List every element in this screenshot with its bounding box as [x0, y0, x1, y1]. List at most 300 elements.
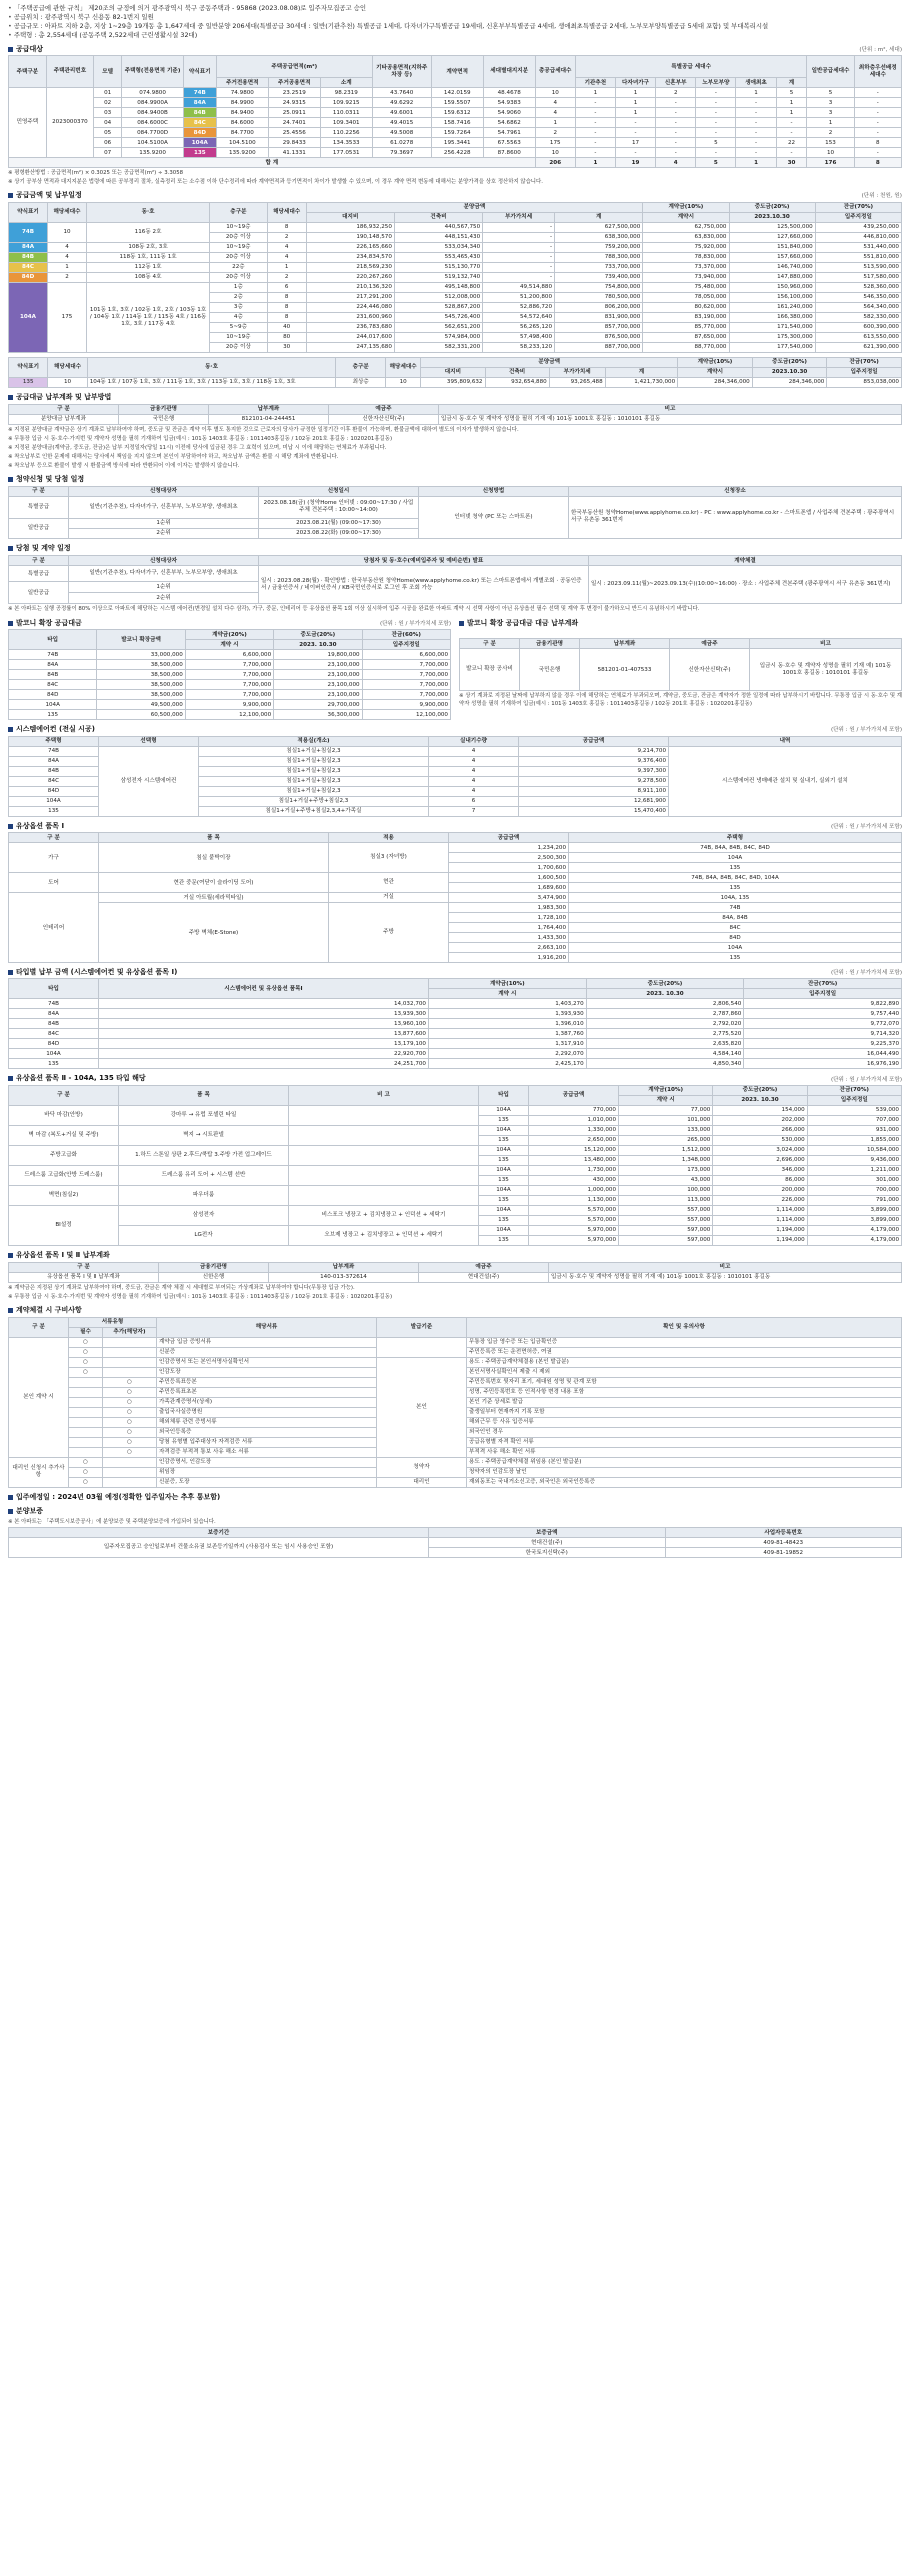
table-cell: 780,500,000: [555, 292, 643, 302]
table-cell: -: [575, 98, 615, 108]
table-cell: 551,810,000: [815, 252, 901, 262]
table-cell: 거실: [329, 893, 449, 903]
table-cell: 주민등록증 또는 운전면허증, 여권: [467, 1347, 902, 1357]
table-cell: 9,900,000: [362, 700, 450, 710]
table-cell: 84D: [9, 786, 99, 796]
table-cell: -: [696, 148, 736, 158]
table-cell: 177,540,000: [729, 342, 815, 352]
table-cell: 36,300,000: [274, 710, 362, 720]
table-cell: 75,920,000: [643, 242, 729, 252]
table-cell: 계약금 입금 증빙서류: [157, 1337, 377, 1347]
table-cell: 9,900,000: [185, 700, 273, 710]
table-cell: 159.5507: [431, 98, 483, 108]
table-cell: -: [656, 138, 696, 148]
table-cell: 528,360,000: [815, 282, 901, 292]
table-cell: 301,000: [807, 1175, 901, 1185]
table-cell: 인테리어: [9, 893, 99, 963]
table-cell: 가구: [9, 843, 99, 873]
table-cell: 84B: [9, 766, 99, 776]
table-cell: 05: [94, 128, 122, 138]
table-cell: 1,010,000: [529, 1115, 619, 1125]
table-cell: 10~19층: [210, 332, 267, 342]
table-cell: 10~19층: [210, 242, 267, 252]
table-row: 2순위 2023.08.22(화) (09:00~17:30): [9, 528, 902, 538]
aircon-option: 삼성전자 시스템에어컨: [99, 746, 199, 816]
table-cell: 528,867,200: [394, 302, 482, 312]
table-cell: [289, 1185, 479, 1205]
table-cell: 74.9800: [216, 88, 268, 98]
table-cell: 2,806,540: [586, 999, 744, 1009]
table-cell: 2,775,520: [586, 1029, 744, 1039]
type-badge: 84A: [183, 98, 216, 108]
table-cell: 02: [94, 98, 122, 108]
table-cell: 200,000: [713, 1185, 807, 1195]
table-cell: 54.6862: [483, 118, 535, 128]
table-cell: 545,726,400: [394, 312, 482, 322]
table-row: [9, 903, 902, 913]
table-cell: 84C: [569, 923, 902, 933]
table-cell: 25.4556: [268, 128, 320, 138]
table-cell: 1,396,010: [429, 1019, 587, 1029]
table-cell: 84.6000: [216, 118, 268, 128]
table-cell: 주민등록표등본: [157, 1377, 377, 1387]
table-cell: 5: [807, 88, 854, 98]
unit-label: (단위 : 원 / 부가가치세 포함): [830, 823, 902, 830]
table-cell: 217,291,200: [306, 292, 394, 302]
table-row: [9, 1205, 902, 1215]
table-cell: 9,278,500: [519, 776, 669, 786]
table-cell: 857,700,000: [555, 322, 643, 332]
table-cell: 57,498,400: [483, 332, 555, 342]
table-cell: 231,600,960: [306, 312, 394, 322]
table-cell: 2,425,170: [429, 1059, 587, 1069]
table-cell: 186,932,250: [306, 222, 394, 232]
table-cell: 인감증명서, 인감도장: [157, 1457, 377, 1467]
table-cell: 대리인: [377, 1477, 467, 1487]
table-cell: 574,984,000: [394, 332, 482, 342]
table-cell: 513,590,000: [815, 262, 901, 272]
table-cell: 1: [575, 88, 615, 98]
table-cell: 135: [479, 1235, 529, 1245]
unit-label: (단위 : m², 세대): [859, 47, 902, 54]
section-option-account: 유상옵션 품목 Ⅰ 및 Ⅱ 납부계좌: [8, 1251, 902, 1260]
table-cell: 33,000,000: [97, 650, 185, 660]
table-cell: 17: [615, 138, 655, 148]
table-cell: -: [483, 262, 555, 272]
table-row: 일반공급 1순위 2023.08.21(월) (09:00~17:30): [9, 518, 902, 528]
table-cell: 1,764,400: [449, 923, 569, 933]
section-bullet-icon: [8, 1509, 13, 1514]
table-cell: 1,234,200: [449, 843, 569, 853]
table-cell: 7,700,000: [362, 690, 450, 700]
table-cell: 109.9215: [320, 98, 372, 108]
section-bullet-icon: [8, 395, 13, 400]
table-cell: 1: [575, 158, 615, 168]
table-row: [9, 262, 902, 272]
table-cell: 557,000: [619, 1205, 713, 1215]
table-cell: 2,650,000: [529, 1135, 619, 1145]
section-balcony: 발코니 확장 공급대금: [8, 619, 451, 628]
table-cell: 74B: [569, 903, 902, 913]
table-cell: 557,000: [619, 1215, 713, 1225]
section-bullet-icon: [8, 1495, 13, 1500]
table-cell: -: [483, 232, 555, 242]
table-cell: -: [736, 138, 776, 148]
table-cell: 110.2256: [320, 128, 372, 138]
table-cell: -: [656, 108, 696, 118]
table-cell: 1,393,930: [429, 1009, 587, 1019]
table-cell: [289, 1145, 479, 1165]
table-cell: 519,132,740: [394, 272, 482, 282]
table-cell: 38,500,000: [97, 660, 185, 670]
table-cell: [69, 1417, 103, 1427]
table-cell: 재외동포는 국내거소신고증, 외국인은 외국인등록증: [467, 1477, 902, 1487]
section-bullet-icon: [8, 477, 13, 482]
table-cell: 9,757,440: [744, 1009, 902, 1019]
table-cell: [103, 1347, 157, 1357]
table-cell: 831,900,000: [555, 312, 643, 322]
table-cell: 인감도장: [157, 1367, 377, 1377]
table-cell: 4: [535, 98, 575, 108]
guarantee-note: ※ 본 아파트는 「주택도시보증공사」에 분양보증 및 주택분양보증에 가입되어 있습니다.: [8, 1518, 902, 1526]
table-cell: 현관: [329, 873, 449, 893]
table-cell: 1: [615, 88, 655, 98]
table-cell: 23.2519: [268, 88, 320, 98]
table-cell: 788,300,000: [555, 252, 643, 262]
table-cell: [69, 1407, 103, 1417]
table-cell: 16,976,190: [744, 1059, 902, 1069]
table-row: [9, 660, 451, 670]
table-cell: 125,500,000: [729, 222, 815, 232]
table-cell: 20층 이상: [210, 272, 267, 282]
table-cell: 108동 2호, 3호: [87, 242, 210, 252]
table-cell: 1: [267, 262, 306, 272]
table-cell: 22,920,700: [99, 1049, 429, 1059]
price-table: 약식표기 해당세대수 동·호 층구분 해당세대수 분양금액 계약금(10%) 중도금(20%) 잔금(70%) 대지비 건축비 부가가치세 계 계약시 2023.10.30 입주지정일 74B 10 116동 2호 10~19층 8 186,932,250 440,567,750 - 627,500,000 62,750,000 125,500,000 439,250,000 20층 이상 2 190,148,570 448,151,430 - 638,300,000 63,830,000 127,660,000 446,810,000 84A 4 108동 2호, 3호 10~19층 4 226,165,660 533,034,340 - 759,200,000 75,920,000 151,840,000 531,440,000 84B 4 118동 1호, 111동 1호 20층 이상 4 234,834,570 553,465,430 - 788,300,000 78,830,000 157,660,000 551,810,000 84C 1 112동 1호 22층 1 218,569,230 515,130,770 - 733,700,000 73,370,000 146,740,000 513,590,000 84D 2 108동 4호 20층 이상 2 220,267,260 519,132,740 - 739,400,000 73,940,000 147,880,000 517,580,000 104A 175 101동 1호, 3호 / 102동 1호, 2호 / 103동 1호 / 104동 1호 / 114동 1호 / 115동 4호 / 116동 1호, 3호 / 117동 4호 1층 6 210,136,320 495,148,800 49,514,880 754,800,000 75,480,000 150,960,000 528,360,000 2층 8 217,291,200 512,008,000 51,200,800 780,500,000 78,050,000 156,100,000 546,350,000 3층 8 224,446,080 528,867,200 52,886,720 806,200,000 80,620,000 161,240,000 564,340,000 4층 8 231,600,960 545,726,400 54,572,640 831,900,000 83,190,000 166,380,000 582,330,000 5~9층 40 236,783,680 562,651,200 56,265,120 857,700,000 85,770,000 171,540,000 600,390,000 10~19층 80 244,017,600 574,984,000 57,498,400 876,500,000 87,650,000 175,300,000 613,550,000 20층 이상 30 247,135,680 582,331,200 58,233,120 887,700,000 88,770,000 177,540,000 621,390,000: [8, 202, 902, 353]
table-cell: 5,970,000: [529, 1225, 619, 1235]
table-cell: -: [854, 88, 901, 98]
section-guarantee: 분양보증: [8, 1507, 902, 1516]
table-cell: 084.9400B: [122, 108, 183, 118]
table-cell: 5,570,000: [529, 1215, 619, 1225]
table-cell: 7,700,000: [362, 680, 450, 690]
table-cell: 1,983,300: [449, 903, 569, 913]
table-cell: 9,772,070: [744, 1019, 902, 1029]
table-cell: 40: [267, 322, 306, 332]
winner-note: ※ 본 아파트는 실행 공정률이 80% 이상으로 아파트에 해당하는 시스템 에어컨(변경일 설치 다수 삼각), 가구, 중문, 인테리어 등 유상옵션 품목 1회 이상 실시하여 입주 시공을 완료한 아파트 계약 시 선택 사항이 아닌 유상옵션 필수 선택 및 계약 후 변경이 불가하오니 반드시 유념하시기 바랍니다.: [8, 605, 902, 613]
table-cell: 87.8600: [483, 148, 535, 158]
table-cell: -: [483, 222, 555, 232]
table-cell: 564,340,000: [815, 302, 901, 312]
table-cell: 546,350,000: [815, 292, 901, 302]
table-row: [9, 282, 902, 292]
table-cell: 84C: [9, 1029, 99, 1039]
table-row: 발코니 확장 공사비 국민은행 581201-01-407533 신한자산신탁(주) 입금시 동·호수 및 계약자 성명을 필히 기재 예) 101동 1001호 홍길동 : 1010101 홍길동: [460, 649, 902, 691]
table-cell: 주방: [329, 903, 449, 963]
table-cell: 49.5008: [372, 128, 431, 138]
table-cell: 226,165,660: [306, 242, 394, 252]
table-cell: 154,000: [713, 1105, 807, 1115]
table-cell: 3,024,000: [713, 1145, 807, 1155]
table-cell: 109.3401: [320, 118, 372, 128]
table-cell: ○: [103, 1397, 157, 1407]
table-cell: 87,650,000: [643, 332, 729, 342]
table-cell: 135: [9, 806, 99, 816]
table-cell: 해외체류 관련 증빙서류: [157, 1417, 377, 1427]
table-cell: 38,500,000: [97, 670, 185, 680]
house-type: 민영주택: [9, 88, 47, 158]
table-cell: 29.8433: [268, 138, 320, 148]
table-row: 분양대금 납부계좌 국민은행 812101-04-244451 신한자산신탁(주) 입금시 동·호수 및 계약자 성명을 필히 기재 예) 101동 1001호 홍길동 : 1010101 홍길동: [9, 414, 902, 424]
table-cell: -: [854, 118, 901, 128]
table-row: [9, 1039, 902, 1049]
type-badge: 84A: [9, 242, 48, 252]
table-cell: 791,000: [807, 1195, 901, 1205]
table-cell: 1,728,100: [449, 913, 569, 923]
table-cell: 위임장: [157, 1467, 377, 1477]
option-account-note: ※ 무통장 입금 시 동·호수·가지번 및 계약자 성명을 필히 기재하여 입금(예시 : 101동 1403호 홍길동 : 1011403홍길동 / 102동 201호 홍길동 : 1020201홍길동): [8, 1293, 902, 1301]
table-row: 특별공급 일반(기관추천), 다자녀가구, 신혼부부, 노부모부양, 생애최초 2023.08.18(금) (청약Home 인터넷 : 09:00~17:30 / 사업주체 견본주택 : 10:00~14:00) 인터넷 청약 (PC 또는 스마트폰) 한국부동산원 청약Home(www.applyhome.co.kr) - PC : www.applyhome.co.kr - 스마트폰앱 / 사업주체 견본주택 : 광주광역시 서구 유촌동 361번지: [9, 496, 902, 518]
balcony-table: 타입 발코니 확장금액 계약금(20%) 중도금(20%) 잔금(60%) 계약 시 2023. 10.30 입주지정일 74B 33,000,000 6,600,000 19,800,000 6,600,000 84A 38,500,000 7,700,000 23,100,000 7,700,000 84B 38,500,000 7,700,000 23,100,000 7,700,000 84C 38,500,000 7,700,000 23,100,000 7,700,000 84D 38,500,000 7,700,000 23,100,000 7,700,000 104A 49,500,000 9,900,000 29,700,000 9,900,000 135 60,500,000 12,100,000 36,300,000 12,100,000: [8, 629, 451, 720]
table-cell: 539,000: [807, 1105, 901, 1115]
table-cell: 135: [479, 1155, 529, 1165]
table-cell: 135.9200: [216, 148, 268, 158]
table-cell: 153: [807, 138, 854, 148]
table-cell: 7,700,000: [185, 690, 273, 700]
table-cell: 220,267,260: [306, 272, 394, 282]
table-cell: 104A: [569, 853, 902, 863]
table-cell: 108동 4호: [87, 272, 210, 282]
table-cell: ○: [69, 1357, 103, 1367]
table-cell: 446,810,000: [815, 232, 901, 242]
table-cell: -: [854, 108, 901, 118]
table-cell: 23,100,000: [274, 680, 362, 690]
balcony-account-note: ※ 상기 계좌로 지정된 날짜에 납부하지 않을 경우 이에 해당하는 연체료가 부과되오며, 계약금, 중도금, 잔금은 계약자가 정한 일정에 따라 납부하시기 바랍니다. 무통장 입금 시 동·호수 및 계약자 성명을 필히 기재하여 입금(예시 : 101동 1403호 홍길동 : 1011403홍길동 / 102동 201호 홍길동 : 1020201홍길동): [459, 692, 902, 708]
table-cell: 침실3 (자녀방): [329, 843, 449, 873]
table-cell: 84.9400: [216, 108, 268, 118]
table-cell: 강마루 → 유럽 포셀린 타일: [119, 1105, 289, 1125]
table-cell: 5: [696, 138, 736, 148]
table-cell: 100,000: [619, 1185, 713, 1195]
table-cell: [69, 1437, 103, 1447]
table-cell: 외국인인 경우: [467, 1427, 902, 1437]
table-cell: 2,787,860: [586, 1009, 744, 1019]
price-135-table: 약식표기 해당세대수 동·호 층구분 해당세대수 분양금액 계약금(10%) 중도금(20%) 잔금(70%) 대지비 건축비 부가가치세 계 계약시 2023.10.30 입주지정일 135 10 104동 1호 / 107동 1호, 3호 / 111동 1호, 3호 / 113동 1호, 3호 / 118동 1호, 3호 최상층 10 395,809,632 932,654,880 93,265,488 1,421,730,000 284,346,000 284,346,000 853,038,000: [8, 357, 902, 388]
section-balcony-account: 발코니 확장 공급대금 대금 납부계좌: [459, 619, 902, 628]
table-cell: 침실1+거실+침실2,3: [199, 746, 429, 756]
table-cell: 116동 2호: [87, 222, 210, 242]
table-cell: 177.0531: [320, 148, 372, 158]
table-row: [9, 1185, 902, 1195]
table-cell: ○: [69, 1457, 103, 1467]
table-row: [9, 710, 451, 720]
section-docs: 계약체결 시 구비사항: [8, 1306, 902, 1315]
table-cell: 03: [94, 108, 122, 118]
table-row: [9, 108, 902, 118]
table-cell: 754,800,000: [555, 282, 643, 292]
table-cell: 1: [48, 262, 87, 272]
table-cell: ○: [69, 1367, 103, 1377]
section-bullet-icon: [8, 1308, 13, 1313]
table-row: [9, 700, 451, 710]
table-cell: 1,194,000: [713, 1225, 807, 1235]
table-cell: 613,550,000: [815, 332, 901, 342]
table-cell: 582,330,000: [815, 312, 901, 322]
table-cell: -: [575, 128, 615, 138]
table-cell: 226,000: [713, 1195, 807, 1205]
table-cell: 51,200,800: [483, 292, 555, 302]
table-cell: 부적격 사유 해소 확인 서류: [467, 1447, 902, 1457]
table-cell: 20층 이상: [210, 342, 267, 352]
table-cell: 비스포크 냉장고 + 김치냉장고 + 인덕션 + 세탁기: [289, 1205, 479, 1225]
table-cell: -: [656, 118, 696, 128]
table-cell: 14,032,700: [99, 999, 429, 1009]
type-badge: 84C: [183, 118, 216, 128]
table-cell: [69, 1427, 103, 1437]
table-cell: 4: [429, 776, 519, 786]
table-row: [9, 252, 902, 262]
table-cell: 84.7700: [216, 128, 268, 138]
table-cell: -: [483, 242, 555, 252]
table-cell: 77,000: [619, 1105, 713, 1115]
note-3: • 공급규모 : 아파트 지하 2층, 지상 1~29층 19개동 총 1,647세대 중 일반분양 206세대(특별공급 30세대 : 일반(기관추천) 특별공급 1세대, 다자녀가구특별공급 19세대, 신혼부부특별공급 4세대, 생애최초특별공급 2세대, 노부모부양특별공급 5세대 포함) 및 부대복리시설: [8, 22, 902, 31]
table-cell: -: [656, 98, 696, 108]
table-cell: 80,620,000: [643, 302, 729, 312]
table-cell: 7,700,000: [362, 660, 450, 670]
table-row: [9, 893, 902, 903]
table-cell: 본인: [377, 1357, 467, 1457]
table-cell: 2,696,000: [713, 1155, 807, 1165]
table-cell: -: [483, 252, 555, 262]
table-cell: -: [575, 148, 615, 158]
table-cell: 600,390,000: [815, 322, 901, 332]
table-cell: 4,179,000: [807, 1235, 901, 1245]
table-cell: ○: [69, 1337, 103, 1347]
table-cell: 벽지 → 시트판넬: [119, 1125, 289, 1145]
table-row: [9, 1165, 902, 1175]
table-cell: 597,000: [619, 1225, 713, 1235]
section-bullet-icon: [8, 621, 13, 626]
table-cell: 7,700,000: [185, 670, 273, 680]
table-cell: 4: [656, 158, 696, 168]
account-note: ※ 지정된 분양대금 계약금은 상기 계좌로 납부하여야 하며, 중도금 및 잔금은 계약 이후 별도 통지한 것으로 근로자의 당사가 규정한 일정기간 이후 환불이 가능하며, 환불금액에 대하여 별도의 이자가 발생하지 않습니다.: [8, 426, 902, 434]
table-cell: 206: [535, 158, 575, 168]
table-cell: 104A, 135: [569, 893, 902, 903]
table-cell: 드레스룸 유리 도어 + 시스템 선반: [119, 1165, 289, 1185]
table-cell: 2,792,020: [586, 1019, 744, 1029]
table-cell: 1: [807, 118, 854, 128]
table-cell: 84A: [9, 756, 99, 766]
table-cell: -: [776, 118, 807, 128]
table-cell: -: [736, 148, 776, 158]
table-cell: 19: [615, 158, 655, 168]
table-cell: -: [736, 98, 776, 108]
table-cell: 1,855,000: [807, 1135, 901, 1145]
table-cell: ○: [69, 1477, 103, 1487]
table-cell: 6: [429, 796, 519, 806]
table-cell: 84B: [9, 1019, 99, 1029]
table-cell: -: [656, 128, 696, 138]
table-cell: 73,370,000: [643, 262, 729, 272]
table-cell: 135: [9, 710, 97, 720]
table-cell: 10: [535, 88, 575, 98]
table-cell: 13,877,600: [99, 1029, 429, 1039]
table-row: [9, 1145, 902, 1155]
account-table: 구 분 금융기관명 납부계좌 예금주 비고 분양대금 납부계좌 국민은행 812101-04-244451 신한자산신탁(주) 입금시 동·호수 및 계약자 성명을 필히 기재 예) 101동 1001호 홍길동 : 1010101 홍길동: [8, 404, 902, 425]
table-cell: 60,500,000: [97, 710, 185, 720]
table-cell: 8,911,100: [519, 786, 669, 796]
section-schedule: 청약신청 및 당첨 일정: [8, 475, 902, 484]
table-cell: -: [736, 108, 776, 118]
table-cell: -: [615, 118, 655, 128]
table-cell: -: [615, 128, 655, 138]
table-cell: 9,436,000: [807, 1155, 901, 1165]
table-cell: 49.4015: [372, 118, 431, 128]
table-cell: 1,211,000: [807, 1165, 901, 1175]
table-cell: 530,000: [713, 1135, 807, 1145]
table-cell: 4: [429, 766, 519, 776]
table-cell: [289, 1125, 479, 1145]
table-cell: 4: [267, 252, 306, 262]
table-cell: ○: [103, 1407, 157, 1417]
table-row: [9, 690, 451, 700]
table-cell: 104A: [9, 796, 99, 806]
balcony-account-table: 구 분 금융기관명 납부계좌 예금주 비고 발코니 확장 공사비 국민은행 581201-01-407533 신한자산신탁(주) 입금시 동·호수 및 계약자 성명을 필히 기재 예) 101동 1001호 홍길동 : 1010101 홍길동: [459, 638, 902, 691]
table-row: [9, 1357, 902, 1367]
option2-table: 구 분 품 목 비 고 타입 공급금액 계약금(10%) 중도금(20%) 잔금(70%) 계약 시 2023. 10.30 입주지정일 바닥 마감(안방) 강마루 → 유럽 포셀린 타일 104A 770,000 77,000 154,000 539,000 135 1,010,000 101,000 202,000 707,000 벽 마감 (복도+거실 및 주방) 벽지 → 시트판넬 104A 1,330,000 133,000 266,000 931,000 135 2,650,000 265,000 530,000 1,855,000 주방고급화 1.하드 스톤일 상판 2.후드/쿡탑 3.주방 가전 업그레이드 104A 15,120,000 1,512,000 3,024,000 10,584,000 135 13,480,000 1,348,000 2,696,000 9,436,000 드레스룸 고급화(안방 드레스룸) 드레스룸 유리 도어 + 시스템 선반 104A 1,730,000 173,000 346,000 1,211,000 135 430,000 43,000 86,000 301,000 벽면(침실2) 파우더룸 104A 1,000,000 100,000 200,000 700,000 135 1,130,000 113,000 226,000 791,000 BI설정 삼성전자 비스포크 냉장고 + 김치냉장고 + 인덕션 + 세탁기 104A 5,570,000 557,000 1,114,000 3,899,000 135 5,570,000 557,000 1,114,000 3,899,000 LG전자 오브제 냉장고 + 김치냉장고 + 인덕션 + 세탁기 104A 5,970,000 597,000 1,194,000 4,179,000 135 5,970,000 597,000 1,194,000 4,179,000: [8, 1085, 902, 1246]
table-cell: 주민등록표초본: [157, 1387, 377, 1397]
table-cell: 931,000: [807, 1125, 901, 1135]
table-cell: 49,500,000: [97, 700, 185, 710]
table-cell: 1,600,500: [449, 873, 569, 883]
table-cell: 151,840,000: [729, 242, 815, 252]
table-cell: 3,899,000: [807, 1215, 901, 1225]
table-cell: 43.7640: [372, 88, 431, 98]
table-cell: LG전자: [119, 1225, 289, 1245]
table-cell: 01: [94, 88, 122, 98]
table-cell: 244,017,600: [306, 332, 394, 342]
table-cell: 9,376,400: [519, 756, 669, 766]
table-cell: 104A: [479, 1165, 529, 1175]
table-cell: 8: [267, 312, 306, 322]
table-cell: -: [696, 98, 736, 108]
table-cell: 5: [696, 158, 736, 168]
type-badge: 74B: [9, 222, 48, 242]
table-cell: 1,730,000: [529, 1165, 619, 1175]
table-cell: 10: [807, 148, 854, 158]
table-cell: 62,750,000: [643, 222, 729, 232]
table-cell: 3,899,000: [807, 1205, 901, 1215]
table-cell: 104.5100A: [122, 138, 183, 148]
table-cell: 2: [807, 128, 854, 138]
table-cell: [103, 1457, 157, 1467]
table-row: [9, 118, 902, 128]
table-row: [9, 1029, 902, 1039]
table-cell: -: [696, 88, 736, 98]
table-cell: 23,100,000: [274, 660, 362, 670]
table-row: [9, 1049, 902, 1059]
section-bullet-icon: [8, 970, 13, 975]
table-cell: 1,330,000: [529, 1125, 619, 1135]
table-cell: 신분증: [157, 1347, 377, 1357]
section-bullet-icon: [8, 47, 13, 52]
table-cell: 벽면(침실2): [9, 1185, 119, 1205]
table-cell: -: [854, 98, 901, 108]
aircon-desc: 시스템에어컨 냉매배관 설치 및 실내기, 실외기 설치: [669, 746, 902, 816]
table-cell: 2,635,820: [586, 1039, 744, 1049]
table-cell: 3: [807, 98, 854, 108]
table-cell: 23,100,000: [274, 690, 362, 700]
